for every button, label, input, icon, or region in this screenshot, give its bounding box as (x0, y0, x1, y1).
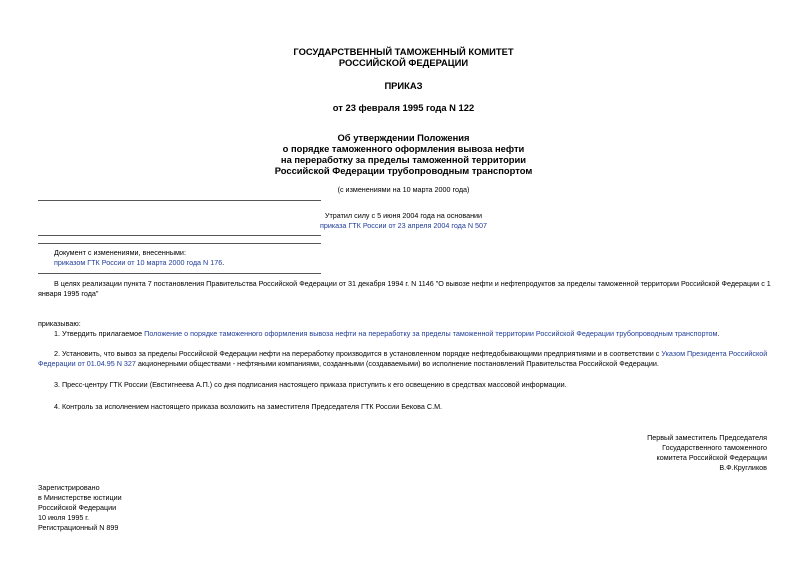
decree-link-part1[interactable]: Указом Президента Российской (661, 349, 768, 358)
signature-name: В.Ф.Кругликов (719, 463, 767, 472)
lost-force-note: Утратил силу с 5 июня 2004 года на основании (324, 211, 483, 220)
title-line1: Об утверждении Положения (337, 132, 470, 143)
signature-line3: комитета Российской Федерации (656, 453, 767, 462)
regulation-link[interactable]: Положение о порядке таможенного оформления вывоза нефти на переработку за пределы таможенной территории Российской Федерации трубопроводным транспортом (144, 329, 718, 338)
registration-date: 10 июля 1995 г. (38, 513, 90, 522)
order-item-2-line1: 2. Установить, что вывоз за пределы Российской Федерации нефти на переработку производится в установленном порядке нефтедобывающими предприятиями и в соответствии с Указом Президента Российской (54, 349, 768, 358)
signature-line2: Государственного таможенного (662, 443, 767, 452)
org-name-line2: РОССИЙСКОЙ ФЕДЕРАЦИИ (338, 57, 469, 68)
order-item-2-line2: Федерации от 01.04.95 N 327 акционерными обществами - нефтяными компаниями, созданными (создаваемыми) во исполнение постановлений Правительства Российской Федерации. (38, 359, 659, 368)
divider (38, 235, 321, 236)
signature-line1: Первый заместитель Председателя (647, 433, 767, 442)
preamble-text: В целях реализации пункта 7 постановления Правительства Российской Федерации от 31 декабря 1994 г. N 1146 "О вывозе нефти и нефтепродуктов за пределы таможенной территории Российской Федерации с 1 января 1995 года" (38, 279, 771, 298)
decree-link-part2[interactable]: Федерации от 01.04.95 N 327 (38, 359, 136, 368)
divider (38, 273, 321, 274)
changes-link[interactable]: приказом ГТК России от 10 марта 2000 года N 176 (54, 258, 223, 267)
order-item-3: 3. Пресс-центру ГТК России (Евстигнеева А.П.) со дня подписания настоящего приказа приступить к его освещению в средствах массовой информации. (54, 380, 567, 389)
title-line3: на переработку за пределы таможенной территории (280, 154, 527, 165)
document-date-number: от 23 февраля 1995 года N 122 (332, 102, 475, 113)
registration-number: Регистрационный N 899 (38, 523, 119, 532)
registration-line2: в Министерстве юстиции (38, 493, 122, 502)
order-word: приказываю: (38, 319, 81, 328)
lost-force-link[interactable]: приказа ГТК России от 23 апреля 2004 года N 507 (319, 221, 488, 230)
changes-label: Документ с изменениями, внесенными: (54, 248, 186, 257)
divider (38, 243, 321, 244)
org-name-line1: ГОСУДАРСТВЕННЫЙ ТАМОЖЕННЫЙ КОМИТЕТ (293, 46, 514, 57)
title-line2: о порядке таможенного оформления вывоза нефти (282, 143, 525, 154)
registration-line3: Российской Федерации (38, 503, 117, 512)
registration-line1: Зарегистрировано (38, 483, 100, 492)
divider (38, 200, 321, 201)
order-item-4: 4. Контроль за исполнением настоящего приказа возложить на заместителя Председателя ГТК России Бекова С.М. (54, 402, 443, 411)
title-line4: Российской Федерации трубопроводным транспортом (274, 165, 533, 176)
amendment-note: (с изменениями на 10 марта 2000 года) (337, 185, 470, 194)
order-item-1: 1. Утвердить прилагаемое Положение о порядке таможенного оформления вывоза нефти на переработку за пределы таможенной территории Российской Федерации трубопроводным транспортом. (54, 329, 720, 338)
document-type: ПРИКАЗ (384, 80, 423, 91)
changes-block: приказом ГТК России от 10 марта 2000 года N 176. (54, 258, 225, 267)
